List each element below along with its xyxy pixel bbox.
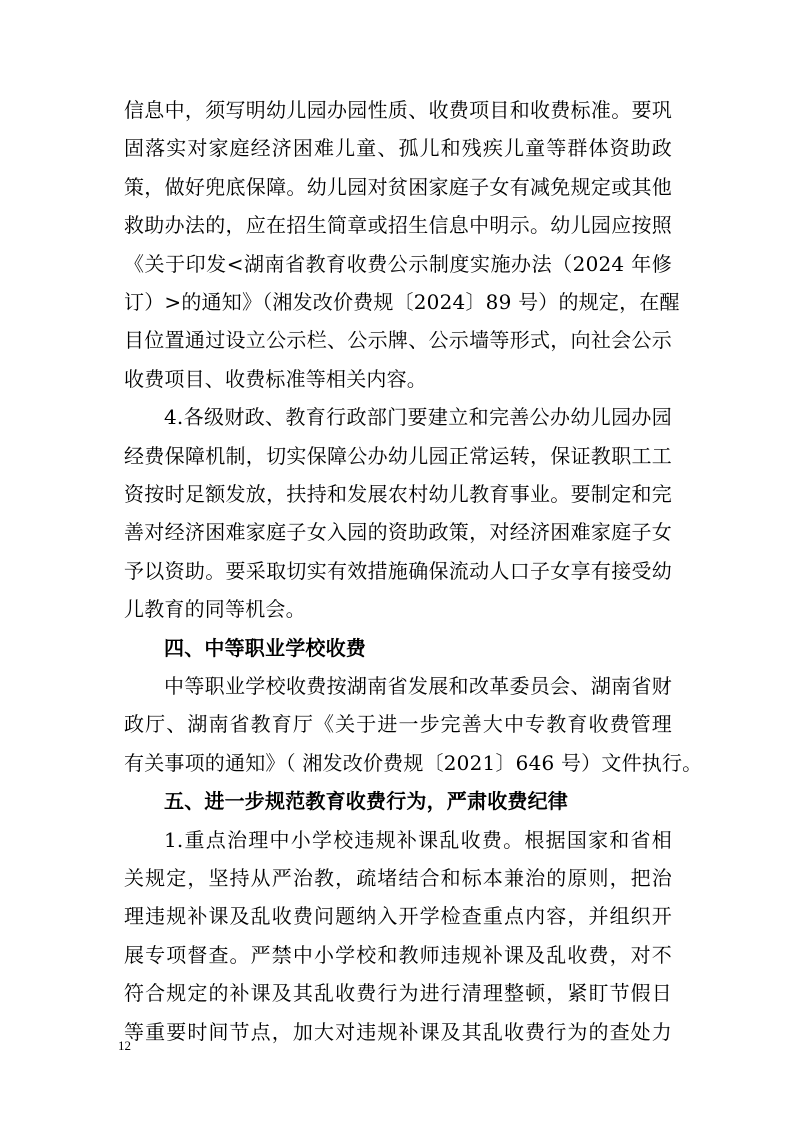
paragraph-line: 1.重点治理中小学校违规补课乱收费。根据国家和省相: [164, 827, 672, 852]
paragraph-line: 理违规补课及乱收费问题纳入开学检查重点内容，并组织开: [124, 904, 672, 929]
paragraph-line: 展专项督查。严禁中小学校和教师违规补课及乱收费，对不: [124, 942, 672, 967]
paragraph-line: 资按时足额发放，扶持和发展农村幼儿教育事业。要制定和完: [124, 482, 672, 506]
paragraph-line: 予以资助。要采取切实有效措施确保流动人口子女享有接受幼: [124, 558, 672, 583]
paragraph-line: 《关于印发<湖南省教育收费公示制度实施办法（2024 年修: [124, 251, 672, 276]
section-heading: 四、中等职业学校收费: [164, 635, 366, 660]
paragraph-line: 符合规定的补课及其乱收费行为进行清理整顿，紧盯节假日: [124, 981, 672, 1006]
paragraph-line: 等重要时间节点，加大对违规补课及其乱收费行为的查处力: [124, 1019, 672, 1044]
paragraph-line: 经费保障机制，切实保障公办幼儿园正常运转，保证教职工工: [124, 443, 672, 468]
paragraph-line: 订）>的通知》（湘发改价费规〔2024〕89 号）的规定，在醒: [124, 290, 680, 314]
paragraph-line: 儿教育的同等机会。: [124, 597, 306, 622]
section-heading: 五、进一步规范教育收费行为，严肃收费纪律: [164, 789, 568, 814]
paragraph-line: 中等职业学校收费按湖南省发展和改革委员会、湖南省财: [164, 674, 672, 698]
paragraph-line: 4.各级财政、教育行政部门要建立和完善公办幼儿园办园: [164, 405, 672, 430]
paragraph-line: 收费项目、收费标准等相关内容。: [124, 366, 427, 391]
paragraph-line: 关规定，坚持从严治教，疏堵结合和标本兼治的原则，把治: [124, 866, 672, 890]
paragraph-line: 目位置通过设立公示栏、公示牌、公示墙等形式，向社会公示: [124, 328, 672, 353]
paragraph-line: 救助办法的，应在招生简章或招生信息中明示。幼儿园应按照: [124, 213, 672, 238]
paragraph-line: 策，做好兜底保障。幼儿园对贫困家庭子女有减免规定或其他: [124, 174, 672, 199]
paragraph-line: 善对经济困难家庭子女入园的资助政策，对经济困难家庭子女: [124, 520, 672, 545]
page-number: 12: [118, 1038, 131, 1053]
paragraph-line: 信息中，须写明幼儿园办园性质、收费项目和收费标准。要巩: [124, 98, 672, 122]
paragraph-line: 政厅、湖南省教育厅《关于进一步完善大中专教育收费管理: [124, 712, 672, 737]
paragraph-line: 固落实对家庭经济困难儿童、孤儿和残疾儿童等群体资助政: [124, 136, 672, 161]
paragraph-line: 有关事项的通知》（ 湘发改价费规〔2021〕646 号）文件执行。: [124, 750, 703, 775]
